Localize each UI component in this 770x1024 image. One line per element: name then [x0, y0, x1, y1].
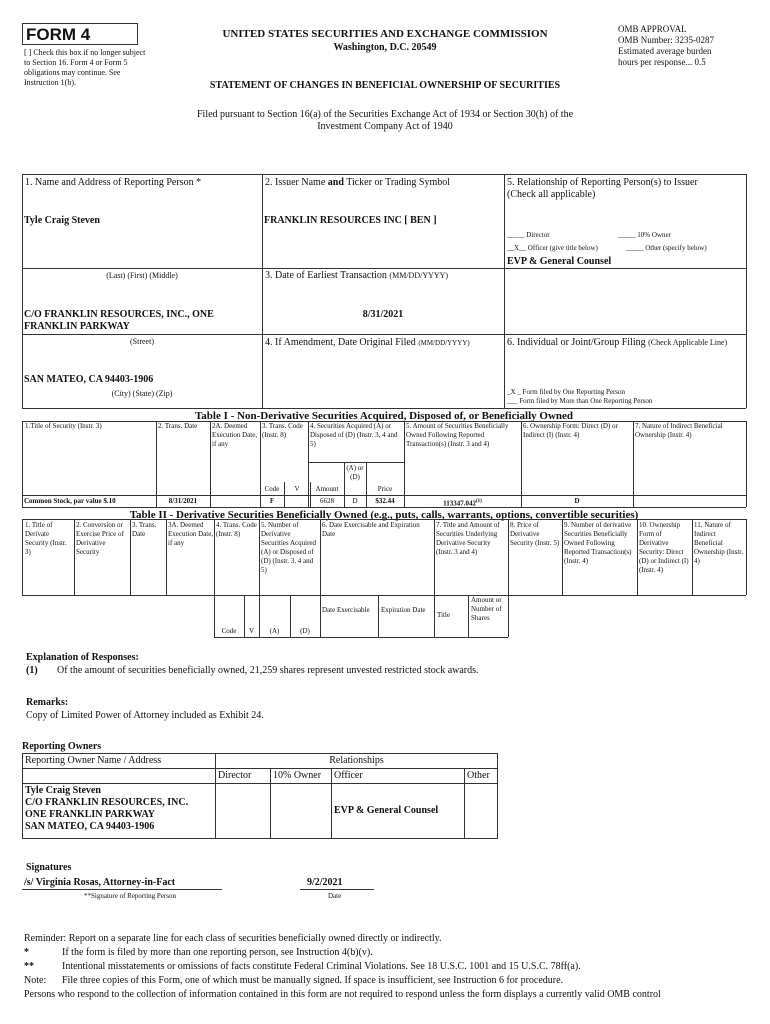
earliest-transaction-label: [265, 270, 448, 282]
owners-col-relationships: Relationships: [216, 754, 498, 769]
issuer-label-and: and: [327, 177, 344, 188]
issuer-label-pre: 2. Issuer Name: [265, 177, 328, 188]
t2-sub-title: Title: [437, 611, 450, 619]
t1-col-securities: 4. Securities Acquired (A) or Disposed of (D) (Instr. 3, 4 and 5): [310, 422, 398, 448]
owner-name-address: [23, 784, 216, 839]
name-caption: (Last) (First) (Middle): [106, 271, 178, 280]
amendment-label: [265, 337, 505, 349]
filing-type-label-text: 6. Individual or Joint/Group Filing: [507, 337, 646, 348]
issuer-label: [265, 177, 450, 189]
star-two-mark: **: [24, 961, 34, 972]
t1-row-amount: 6628: [320, 497, 334, 505]
note-mark: Note:: [24, 975, 47, 986]
t1-sub-a-or-d: (A) or (D): [346, 464, 364, 481]
earliest-transaction-label-text: 3. Date of Earliest Transaction: [265, 270, 387, 281]
omb-burden-hours: hours per response... 0.5: [618, 57, 706, 67]
t1-sub-code: Code: [264, 485, 280, 493]
other-checkbox[interactable]: _____ Other (specify below): [626, 244, 707, 252]
t1-row-owned-value: 113347.042: [443, 499, 477, 508]
t1-row-a-or-d: D: [352, 497, 358, 505]
filed-pursuant-line1: Filed pursuant to Section 16(a) of the Securities Exchange Act of 1934 or Section 30(h) of the: [196, 109, 574, 120]
street-caption: (Street): [130, 337, 154, 346]
t2-col-trans-date: 3. Trans. Date: [132, 521, 157, 538]
signature-caption: **Signature of Reporting Person: [84, 892, 176, 900]
owner-director-cell: [216, 784, 271, 839]
signature-date: 9/2/2021: [307, 877, 343, 888]
t2-col-trans-code: 4. Trans. Code (Instr. 8): [216, 521, 257, 538]
owner-other-cell: [465, 784, 498, 839]
city-caption: (City) (State) (Zip): [111, 389, 173, 398]
t1-row-form: D: [574, 497, 580, 505]
omb-burden-label: Estimated average burden: [618, 46, 712, 56]
explanation-heading: Explanation of Responses:: [26, 652, 139, 663]
t1-row-code: F: [269, 497, 275, 505]
t1-col-trans-date: 2. Trans. Date: [158, 422, 198, 430]
owner-officer-cell: EVP & General Counsel: [332, 784, 465, 839]
form-title: FORM 4: [26, 25, 91, 44]
owners-col-name: Reporting Owner Name / Address: [23, 754, 216, 769]
t2-col-title: 1. Title of Derivate Security (Instr. 3): [25, 521, 67, 556]
reporting-owners-heading: Reporting Owners: [22, 741, 102, 752]
table2-title: Table II - Derivative Securities Beneficially Owned (e.g., puts, calls, warrants, options, convertible securities): [129, 509, 639, 521]
star-two-text: Intentional misstatements or omissions of facts constitute Federal Criminal Violations. See 18 U.S.C. 1001 and 15 U.S.C. 78ff(a).: [62, 961, 581, 972]
amendment-label-text: 4. If Amendment, Date Original Filed: [265, 337, 416, 348]
date-caption: Date: [328, 892, 342, 900]
note-text: File three copies of this Form, one of which must be manually signed. If space is insufficient, see Instruction 6 for procedure.: [62, 975, 564, 986]
filed-pursuant-line2: Investment Company Act of 1940: [317, 121, 453, 132]
t1-row-title: Common Stock, par value $.10: [24, 497, 116, 505]
relationship-check-all: (Check all applicable): [507, 189, 596, 200]
omb-number: OMB Number: 3235-0287: [618, 35, 714, 45]
owner-address-line2: ONE FRANKLIN PARKWAY: [25, 809, 156, 820]
t1-col-deemed-date: 2A. Deemed Execution Date, if any: [212, 422, 258, 448]
t2-sub-a: (A): [269, 627, 280, 635]
owners-blank-cell: [23, 769, 216, 784]
reporting-person-name: Tyle Craig Steven: [24, 215, 100, 226]
issuer-label-post: Ticker or Trading Symbol: [343, 177, 451, 188]
owners-col-other: Other: [465, 769, 498, 784]
t2-col-ownership-form: 10. Ownership Form of Derivative Security: Direct (D) or Indirect (I) (Instr. 4): [639, 521, 689, 574]
t2-col-exercisable-expiration: 6. Date Exercisable and Expiration Date: [322, 521, 420, 538]
t2-sub-d: (D): [300, 627, 310, 635]
owners-col-ten-percent: 10% Owner: [271, 769, 332, 784]
ten-percent-owner-checkbox[interactable]: _____ 10% Owner: [618, 231, 671, 239]
t1-row-price: $32.44: [375, 497, 395, 505]
remarks-heading: Remarks:: [26, 697, 69, 708]
t1-col-ownership-form: 6. Ownership Form: Direct (D) or Indirect (I) (Instr. 4): [523, 422, 618, 439]
issuer-name: FRANKLIN RESOURCES INC [ BEN ]: [264, 215, 437, 226]
owners-col-officer: Officer: [332, 769, 465, 784]
amendment-format: (MM/DD/YYYY): [418, 339, 470, 347]
reporting-person-label: 1. Name and Address of Reporting Person *: [25, 177, 202, 188]
t1-col-amount-owned: 5. Amount of Securities Beneficially Owned Following Reported Transaction(s) (Instr. 3 and 4): [406, 422, 509, 448]
earliest-transaction-date: 8/31/2021: [362, 309, 404, 320]
t1-row-footnote: (1): [476, 499, 482, 504]
t2-sub-v: V: [248, 627, 255, 635]
t1-col-trans-code: 3. Trans. Code (Instr. 8): [262, 422, 303, 439]
t1-row-date: 8/31/2021: [168, 497, 198, 505]
t2-col-nature: 11. Nature of Indirect Beneficial Ownership (Instr. 4): [694, 521, 743, 565]
reminder-text: Reminder: Report on a separate line for each class of securities beneficially owned directly or indirectly.: [24, 933, 442, 944]
t2-col-underlying: 7. Title and Amount of Securities Underlying Derivative Security (Instr. 3 and 4): [436, 521, 500, 556]
owner-address-line3: SAN MATEO, CA 94403-1906: [25, 821, 155, 832]
reporting-person-street: C/O FRANKLIN RESOURCES, INC., ONE FRANKLIN PARKWAY: [24, 309, 214, 332]
statement-title: STATEMENT OF CHANGES IN BENEFICIAL OWNERSHIP OF SECURITIES: [209, 80, 561, 91]
t1-col-nature: 7. Nature of Indirect Beneficial Ownership (Instr. 4): [635, 422, 723, 439]
t1-row-owned: [404, 497, 521, 508]
footnote-number: (1): [26, 665, 38, 676]
omb-persons-text: Persons who respond to the collection of information contained in this form are not required to respond unless the form displays a currently valid OMB control: [24, 989, 661, 1000]
table1-title: Table I - Non-Derivative Securities Acquired, Disposed of, or Beneficially Owned: [194, 410, 574, 422]
t1-sub-amount: Amount: [315, 485, 339, 493]
footnote-text: Of the amount of securities beneficially owned, 21,259 shares represent unvested restricted stock awards.: [57, 665, 479, 676]
t2-col-number-derivative: 5. Number of Derivative Securities Acquired (A) or Disposed of (D) (Instr. 3, 4 and 5): [261, 521, 317, 574]
officer-checkbox[interactable]: __X__ Officer (give title below): [507, 244, 598, 252]
t2-sub-exercisable: Date Exercisable: [322, 606, 370, 614]
t1-col-title: 1.Title of Security (Instr. 3): [25, 422, 102, 430]
earliest-transaction-format: (MM/DD/YYYY): [389, 271, 449, 280]
t2-col-price: 8. Price of Derivative Security (Instr. 5): [510, 521, 560, 547]
no-longer-subject-checkbox[interactable]: [ ] Check this box if no longer subject to Section 16. Form 4 or Form 5 obligations may continue. See Instruction 1(b).: [24, 48, 146, 87]
filing-type-check-line: (Check Applicable Line): [648, 338, 728, 347]
owner-name: Tyle Craig Steven: [25, 785, 101, 796]
filing-type-label: [507, 337, 745, 349]
t1-sub-v: V: [294, 485, 300, 493]
t2-sub-code: Code: [221, 627, 237, 635]
relationship-label-text: 5. Relationship of Reporting Person(s) to Issuer: [507, 177, 698, 188]
reporting-person-city: SAN MATEO, CA 94403-1906: [24, 374, 154, 385]
t2-col-conversion-price: 2. Conversion or Exercise Price of Derivative Security: [76, 521, 124, 556]
relationship-label: [507, 177, 745, 201]
signer-name: /s/ Virginia Rosas, Attorney-in-Fact: [24, 877, 176, 888]
owners-col-director: Director: [216, 769, 271, 784]
multiple-reporting-persons-option[interactable]: ___ Form filed by More than One Reporting Person: [507, 397, 653, 405]
officer-title: EVP & General Counsel: [507, 256, 612, 267]
owner-ten-percent-cell: [271, 784, 332, 839]
filed-pursuant-text: [100, 109, 670, 133]
t2-sub-amount: Amount or Number of Shares: [471, 596, 502, 622]
form-title-box: [22, 23, 138, 45]
owner-address-line1: C/O FRANKLIN RESOURCES, INC.: [25, 797, 189, 808]
t2-col-number-owned: 9. Number of derivative Securities Beneficially Owned Following Reported Transaction(s) (Instr. 4): [564, 521, 632, 565]
director-checkbox[interactable]: _____ Director: [507, 231, 550, 239]
t1-sub-price: Price: [377, 485, 393, 493]
t2-col-deemed-date: 3A. Deemed Execution Date, if any: [168, 521, 214, 547]
star-one-mark: *: [24, 947, 29, 958]
agency-location: Washington, D.C. 20549: [333, 42, 437, 53]
omb-approval-heading: OMB APPROVAL: [618, 24, 687, 34]
remarks-text: Copy of Limited Power of Attorney included as Exhibit 24.: [26, 710, 264, 721]
star-one-text: If the form is filed by more than one reporting person, see Instruction 4(b)(v).: [62, 947, 373, 958]
reporting-owners-table: [22, 753, 498, 839]
signatures-heading: Signatures: [26, 862, 72, 873]
omb-approval: [618, 24, 758, 68]
one-reporting-person-option[interactable]: _X _ Form filed by One Reporting Person: [507, 388, 626, 396]
agency-name: UNITED STATES SECURITIES AND EXCHANGE COMMISSION: [222, 28, 548, 40]
t2-sub-expiration: Expiration Date: [381, 606, 426, 614]
